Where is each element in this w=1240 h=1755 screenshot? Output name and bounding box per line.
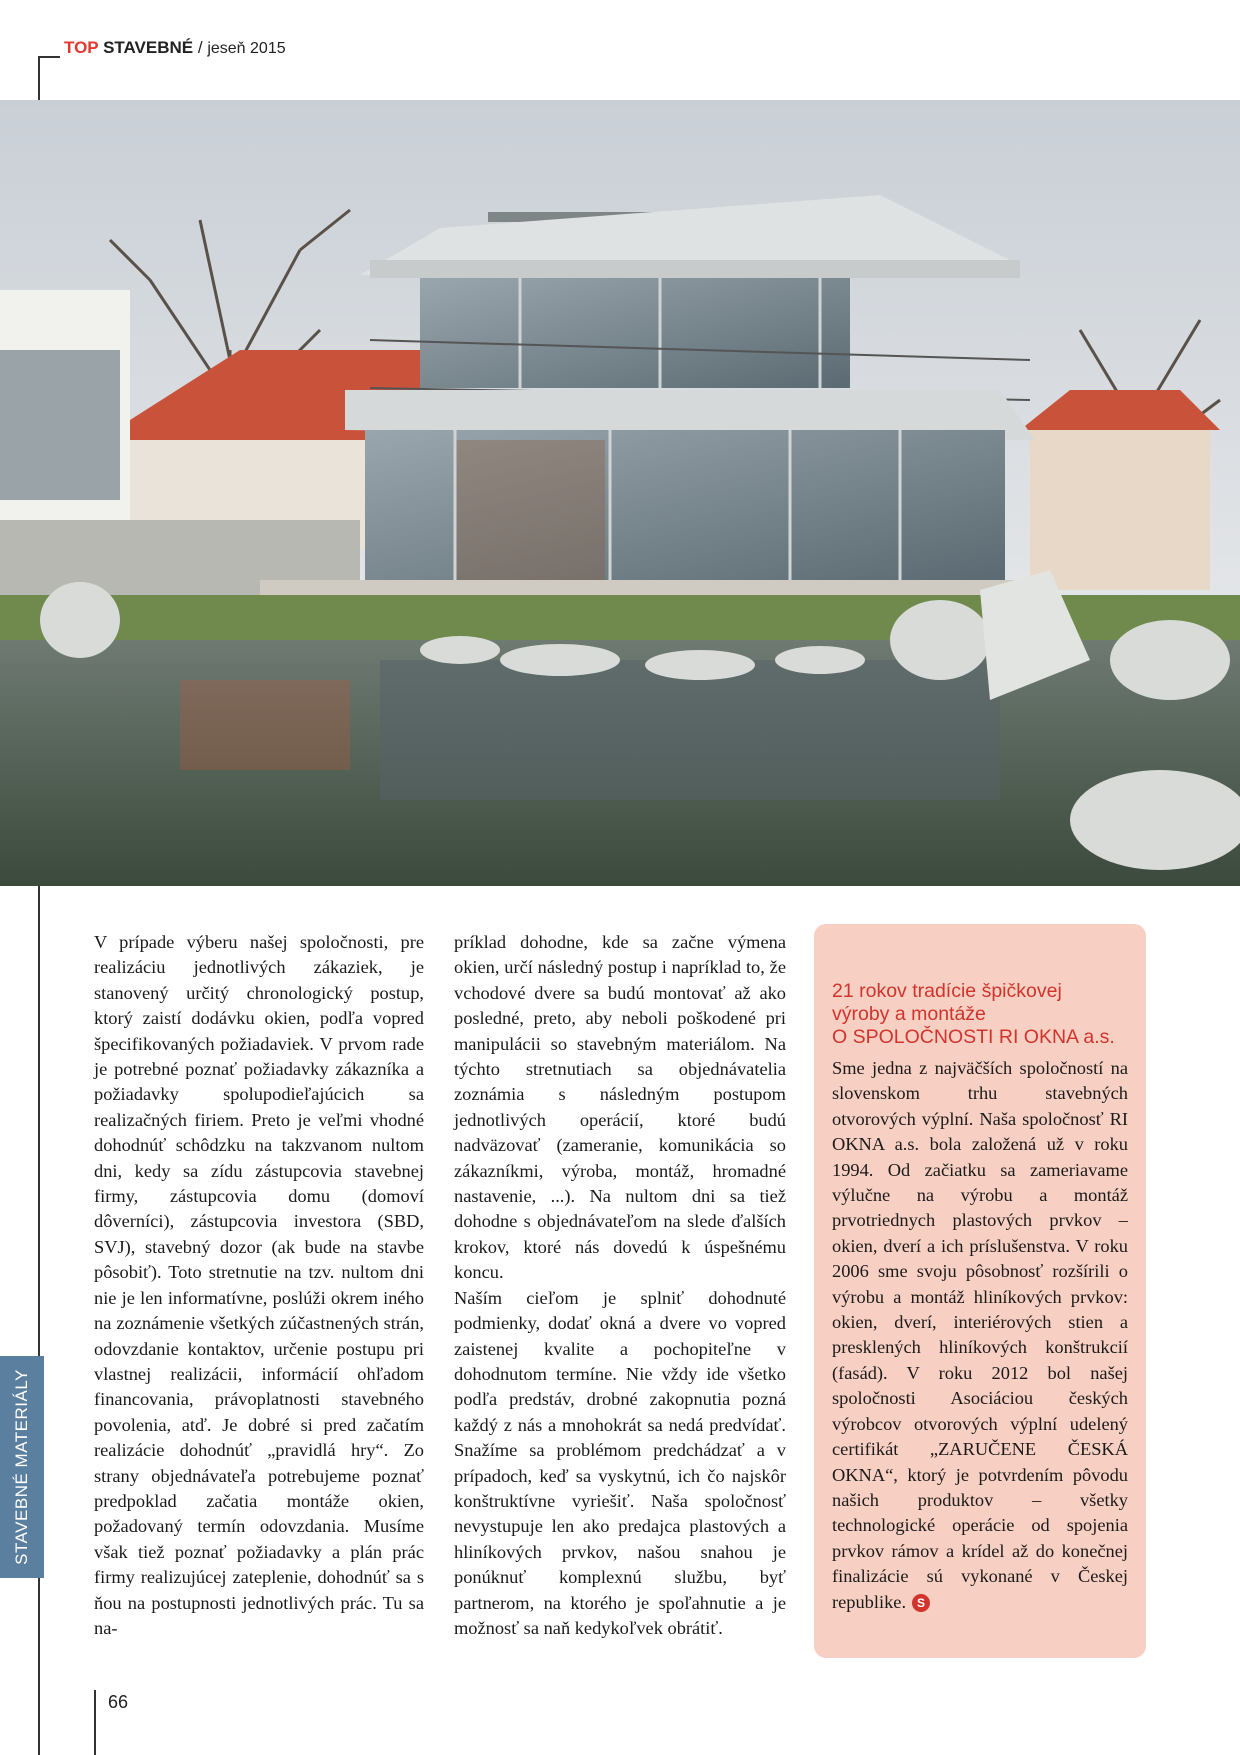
margin-rule (38, 886, 40, 1366)
issue-season: jeseň 2015 (207, 40, 286, 57)
article-paragraph: Naším cieľom je splniť dohodnuté podmienky, dodať okná a dvere vo vopred zaistenej kvalite a pochopiteľne v dohodnutom termíne. Nie vždy ide všetko podľa predstáv, drobné zakopnutia pozná každý z nás a mnohokrát sa nedá predvídať. Snažíme sa problémom predchádzať a v prípadoch, keď sa vyskytnú, ich čo najskôr konštruktívne vyriešiť. Naša spoločnosť nevystupuje len ako predajca plastových a hliníkových prvkov, našou snahou je ponúknuť komplexnú službu, byť partnerom, na ktorého je spoľahnutie a je možnosť sa naň kedykoľvek obrátiť. (454, 1287, 786, 1638)
end-mark-icon: S (912, 1594, 930, 1612)
company-info-title-line: výroby a montáže (832, 1003, 986, 1025)
section-tab-label: STAVEBNÉ MATERIÁLY (12, 1369, 31, 1565)
company-info-paragraph: Sme jedna z najväčších spoločností na slovenskom trhu stavebných otvorových výplní. Naša spoločnosť RI OKNA a.s. bola založená už v roku 1994. Od začiatku sa zameriavame výlučne na výrobu a montáž prvotriednych plastových prvkov – okien, dverí a ich príslušenstva. V roku 2006 sme svoju pôsobnosť rozšírili o výrobu a montáž hliníkových prvkov: okien, dverí, interiérových stien a presklených hliníkových konštrukcií (fasád). V roku 2012 bol našej spoločnosti Asociáciou českých výrobcov otvorových výplní udelený certifikát „ZARUČENE ČESKÁ OKNA“, ktorý je potvrdením pôvodu našich produktov – všetky technologické operácie od spojenia prvkov rámov a krídel až do konečnej finalizácie sú vykonané v Českej republike. (832, 1058, 1128, 1612)
company-info-title-line: O SPOLOČNOSTI RI OKNA a.s. (832, 1026, 1115, 1048)
section-tab (0, 1356, 44, 1578)
header-rule (38, 56, 60, 58)
page-number-rule (94, 1690, 96, 1755)
brand-top: TOP (64, 38, 99, 57)
company-info-title-line: 21 rokov tradície špičkovej (832, 980, 1062, 1002)
running-header (64, 38, 286, 58)
margin-rule-lower (38, 1578, 40, 1755)
page-number: 66 (108, 1692, 129, 1712)
article-column-2 (454, 930, 786, 1641)
company-info-text (832, 1056, 1128, 1615)
company-info-title (832, 980, 1132, 1049)
house-with-pond-photo (0, 100, 1240, 886)
article-column-1 (94, 930, 424, 1641)
article-paragraph: V prípade výberu našej spoločnosti, pre realizáciu jednotlivých zákaziek, je stanovený určitý chronologický postup, ktorý zaistí dodávku okien, podľa vopred špecifikovaných požiadaviek. V prvom rade je potrebné poznať požiadavky zákazníka a požiadavky spolupodieľajúcich sa realizačných firiem. Preto je veľmi vhodné dohodnúť schôdzku na takzvanom nultom dni, kedy sa zídu zástupcovia stavebnej firmy, zástupcovia domu (domoví dôverníci), zástupcovia investora (SBD, SVJ), stavebný dozor (ak bude na stavbe pôsobiť). Toto stretnutie na tzv. nultom dni nie je len informatívne, poslúži okrem iného na zoznámenie všetkých zúčastnených strán, odovzdanie kontaktov, určenie postupu pri vlastnej realizácii, informácií ohľadom financovania, právoplatnosti stavebného povolenia, atď. Je dobré si pred začatím realizácie dohodnúť „pravidlá hry“. Zo strany objednávateľa potrebujeme poznať predpoklad začatia montáže okien, požadovaný termín odovzdania. Musíme však tiež poznať požiadavky a plán prác firmy realizujúcej zateplenie, dohodnúť sa s ňou na postupnosti jednotlivých prác. Tu sa na- (94, 932, 424, 1638)
article-paragraph: príklad dohodne, kde sa začne výmena okien, určí následný postup i napríklad to, že vchodové dvere sa budú montovať až ako posledné, preto, aby neboli poškodené pri manipulácii so stavebným materiálom. Na týchto stretnutiach sa objednávatelia zoznámia s následným postupom jednotlivých operácií, ktoré budú nadväzovať (zameranie, komunikácia so zákazníkmi, výroba, montáž, hromadné nastavenie, ...). Na nultom dni sa tiež dohodne s objednávateľom na slede ďalších krokov, ktoré nás dovedú k úspešnému koncu. (454, 932, 786, 1283)
header-separator: / (197, 38, 203, 57)
header-rule-vertical (38, 56, 40, 100)
brand-name: STAVEBNÉ (103, 38, 194, 57)
